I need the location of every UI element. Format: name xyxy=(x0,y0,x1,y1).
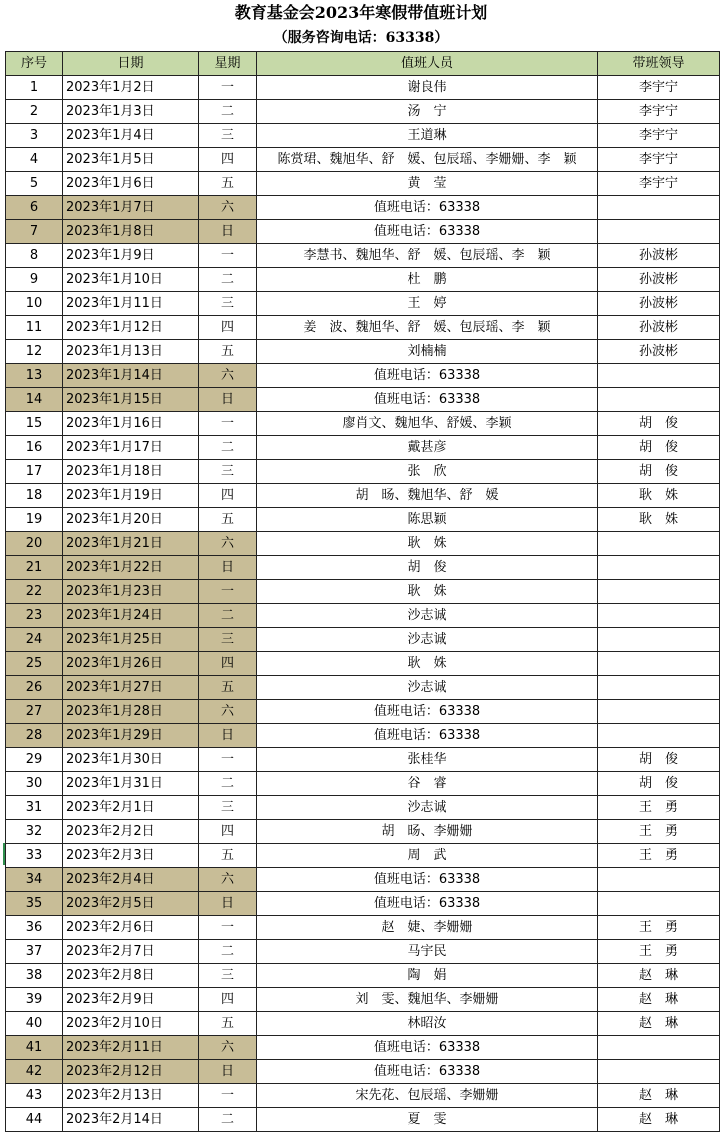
cell-date[interactable]: 2023年1月18日 xyxy=(63,460,199,484)
cell-leader[interactable]: 王 勇 xyxy=(598,820,720,844)
cell-date[interactable]: 2023年1月22日 xyxy=(63,556,199,580)
cell-staff[interactable]: 沙志诚 xyxy=(257,628,598,652)
cell-staff[interactable]: 值班电话：63338 xyxy=(257,868,598,892)
cell-weekday[interactable]: 二 xyxy=(199,1108,257,1132)
table-row xyxy=(6,940,720,964)
cell-index[interactable]: 12 xyxy=(6,340,63,364)
cell-weekday[interactable]: 五 xyxy=(199,1012,257,1036)
cell-date[interactable]: 2023年2月5日 xyxy=(63,892,199,916)
cell-weekday[interactable]: 二 xyxy=(199,604,257,628)
cell-weekday[interactable]: 三 xyxy=(199,460,257,484)
cell-weekday[interactable]: 日 xyxy=(199,220,257,244)
cell-index[interactable]: 39 xyxy=(6,988,63,1012)
cell-leader[interactable] xyxy=(598,868,720,892)
table-row xyxy=(6,700,720,724)
cell-staff[interactable]: 值班电话：63338 xyxy=(257,388,598,412)
table-row xyxy=(6,436,720,460)
cell-weekday[interactable]: 日 xyxy=(199,1060,257,1084)
cell-staff[interactable]: 杜 鹏 xyxy=(257,268,598,292)
cell-index[interactable]: 9 xyxy=(6,268,63,292)
cell-weekday[interactable]: 三 xyxy=(199,964,257,988)
cell-leader[interactable] xyxy=(598,556,720,580)
cell-staff[interactable]: 赵 婕、李姗姗 xyxy=(257,916,598,940)
cell-index[interactable]: 24 xyxy=(6,628,63,652)
table-row xyxy=(6,988,720,1012)
table-row xyxy=(6,532,720,556)
cell-leader[interactable] xyxy=(598,724,720,748)
cell-weekday[interactable]: 五 xyxy=(199,508,257,532)
table-row xyxy=(6,508,720,532)
cell-staff[interactable]: 王 婷 xyxy=(257,292,598,316)
cell-leader[interactable]: 孙波彬 xyxy=(598,292,720,316)
cell-staff[interactable]: 廖肖文、魏旭华、舒媛、李颖 xyxy=(257,412,598,436)
cell-leader[interactable]: 赵 琳 xyxy=(598,988,720,1012)
cell-weekday[interactable]: 四 xyxy=(199,988,257,1012)
cell-weekday[interactable]: 六 xyxy=(199,700,257,724)
cell-date[interactable]: 2023年1月19日 xyxy=(63,484,199,508)
cell-index[interactable]: 13 xyxy=(6,364,63,388)
cell-index[interactable]: 36 xyxy=(6,916,63,940)
table-row xyxy=(6,340,720,364)
cell-staff[interactable]: 沙志诚 xyxy=(257,796,598,820)
cell-staff[interactable]: 值班电话：63338 xyxy=(257,892,598,916)
cell-weekday[interactable]: 五 xyxy=(199,340,257,364)
column-header-weekday[interactable]: 星期 xyxy=(199,52,257,76)
cell-leader[interactable]: 胡 俊 xyxy=(598,460,720,484)
cell-leader[interactable]: 孙波彬 xyxy=(598,244,720,268)
cell-date[interactable]: 2023年1月17日 xyxy=(63,436,199,460)
table-row xyxy=(6,652,720,676)
cell-staff[interactable]: 姜 波、魏旭华、舒 媛、包辰瑶、李 颖 xyxy=(257,316,598,340)
cell-date[interactable]: 2023年2月3日 xyxy=(63,844,199,868)
cell-weekday[interactable]: 日 xyxy=(199,388,257,412)
cell-date[interactable]: 2023年1月21日 xyxy=(63,532,199,556)
cell-leader[interactable]: 孙波彬 xyxy=(598,316,720,340)
cell-leader[interactable]: 胡 俊 xyxy=(598,412,720,436)
cell-staff[interactable]: 刘楠楠 xyxy=(257,340,598,364)
cell-date[interactable]: 2023年2月13日 xyxy=(63,1084,199,1108)
cell-staff[interactable]: 李慧书、魏旭华、舒 媛、包辰瑶、李 颖 xyxy=(257,244,598,268)
cell-index[interactable]: 10 xyxy=(6,292,63,316)
table-row xyxy=(6,76,720,100)
cell-staff[interactable]: 值班电话：63338 xyxy=(257,1036,598,1060)
cell-date[interactable]: 2023年1月14日 xyxy=(63,364,199,388)
table-row xyxy=(6,628,720,652)
cell-date[interactable]: 2023年2月11日 xyxy=(63,1036,199,1060)
cell-staff[interactable]: 刘 雯、魏旭华、李姗姗 xyxy=(257,988,598,1012)
cell-index[interactable]: 30 xyxy=(6,772,63,796)
cell-index[interactable]: 11 xyxy=(6,316,63,340)
cell-index[interactable]: 1 xyxy=(6,76,63,100)
cell-date[interactable]: 2023年1月12日 xyxy=(63,316,199,340)
cell-staff[interactable]: 沙志诚 xyxy=(257,676,598,700)
cell-date[interactable]: 2023年2月6日 xyxy=(63,916,199,940)
cell-index[interactable]: 8 xyxy=(6,244,63,268)
cell-weekday[interactable]: 二 xyxy=(199,268,257,292)
cell-index[interactable]: 34 xyxy=(6,868,63,892)
cell-staff[interactable]: 值班电话：63338 xyxy=(257,220,598,244)
cell-date[interactable]: 2023年2月4日 xyxy=(63,868,199,892)
cell-staff[interactable]: 周 武 xyxy=(257,844,598,868)
cell-weekday[interactable]: 二 xyxy=(199,436,257,460)
cell-staff[interactable]: 林昭汝 xyxy=(257,1012,598,1036)
cell-date[interactable]: 2023年1月20日 xyxy=(63,508,199,532)
duty-schedule-table xyxy=(5,51,720,1132)
cell-date[interactable]: 2023年1月11日 xyxy=(63,292,199,316)
cell-weekday[interactable]: 四 xyxy=(199,484,257,508)
cell-date[interactable]: 2023年1月28日 xyxy=(63,700,199,724)
column-header-index[interactable]: 序号 xyxy=(6,52,63,76)
cell-weekday[interactable]: 五 xyxy=(199,844,257,868)
table-row xyxy=(6,460,720,484)
cell-index[interactable]: 27 xyxy=(6,700,63,724)
cell-leader[interactable] xyxy=(598,604,720,628)
table-row xyxy=(6,484,720,508)
cell-index[interactable]: 23 xyxy=(6,604,63,628)
cell-index[interactable]: 14 xyxy=(6,388,63,412)
table-row xyxy=(6,100,720,124)
cell-staff[interactable]: 戴甚彦 xyxy=(257,436,598,460)
cell-staff[interactable]: 马宇民 xyxy=(257,940,598,964)
cell-date[interactable]: 2023年2月14日 xyxy=(63,1108,199,1132)
cell-date[interactable]: 2023年1月3日 xyxy=(63,100,199,124)
cell-staff[interactable]: 耿 姝 xyxy=(257,532,598,556)
cell-weekday[interactable]: 四 xyxy=(199,148,257,172)
table-row xyxy=(6,604,720,628)
cell-date[interactable]: 2023年1月30日 xyxy=(63,748,199,772)
cell-date[interactable]: 2023年1月26日 xyxy=(63,652,199,676)
cell-index[interactable]: 28 xyxy=(6,724,63,748)
cell-index[interactable]: 2 xyxy=(6,100,63,124)
cell-index[interactable]: 22 xyxy=(6,580,63,604)
cell-index[interactable]: 31 xyxy=(6,796,63,820)
cell-index[interactable]: 20 xyxy=(6,532,63,556)
table-row xyxy=(6,316,720,340)
cell-index[interactable]: 4 xyxy=(6,148,63,172)
cell-date[interactable]: 2023年1月29日 xyxy=(63,724,199,748)
cell-leader[interactable]: 王 勇 xyxy=(598,796,720,820)
cell-weekday[interactable]: 六 xyxy=(199,532,257,556)
cell-staff[interactable]: 张 欣 xyxy=(257,460,598,484)
cell-date[interactable]: 2023年1月24日 xyxy=(63,604,199,628)
cell-index[interactable]: 5 xyxy=(6,172,63,196)
cell-leader[interactable]: 王 勇 xyxy=(598,844,720,868)
table-row xyxy=(6,172,720,196)
cell-weekday[interactable]: 五 xyxy=(199,172,257,196)
cell-weekday[interactable]: 六 xyxy=(199,364,257,388)
cell-staff[interactable]: 值班电话：63338 xyxy=(257,196,598,220)
cell-weekday[interactable]: 一 xyxy=(199,916,257,940)
cell-index[interactable]: 16 xyxy=(6,436,63,460)
cell-weekday[interactable]: 一 xyxy=(199,1084,257,1108)
cell-leader[interactable]: 王 勇 xyxy=(598,940,720,964)
cell-staff[interactable]: 陈思颖 xyxy=(257,508,598,532)
cell-leader[interactable]: 赵 琳 xyxy=(598,964,720,988)
table-row xyxy=(6,364,720,388)
cell-staff[interactable]: 胡 旸、李姗姗 xyxy=(257,820,598,844)
table-row xyxy=(6,892,720,916)
cell-staff[interactable]: 陈赏珺、魏旭华、舒 媛、包辰瑶、李姗姗、李 颖 xyxy=(257,148,598,172)
cell-date[interactable]: 2023年1月4日 xyxy=(63,124,199,148)
cell-index[interactable]: 26 xyxy=(6,676,63,700)
cell-staff[interactable]: 值班电话：63338 xyxy=(257,364,598,388)
cell-staff[interactable]: 耿 姝 xyxy=(257,580,598,604)
cell-date[interactable]: 2023年1月5日 xyxy=(63,148,199,172)
table-row xyxy=(6,148,720,172)
cell-date[interactable]: 2023年2月12日 xyxy=(63,1060,199,1084)
cell-weekday[interactable]: 一 xyxy=(199,748,257,772)
table-row xyxy=(6,196,720,220)
cell-weekday[interactable]: 日 xyxy=(199,556,257,580)
cell-staff[interactable]: 宋先花、包辰瑶、李姗姗 xyxy=(257,1084,598,1108)
cell-index[interactable]: 18 xyxy=(6,484,63,508)
cell-leader[interactable] xyxy=(598,1036,720,1060)
cell-leader[interactable]: 胡 俊 xyxy=(598,436,720,460)
cell-date[interactable]: 2023年1月9日 xyxy=(63,244,199,268)
cell-staff[interactable]: 值班电话：63338 xyxy=(257,724,598,748)
table-row xyxy=(6,820,720,844)
cell-index[interactable]: 35 xyxy=(6,892,63,916)
table-row xyxy=(6,1036,720,1060)
cell-index[interactable]: 38 xyxy=(6,964,63,988)
cell-index[interactable]: 41 xyxy=(6,1036,63,1060)
table-row xyxy=(6,1012,720,1036)
cell-weekday[interactable]: 四 xyxy=(199,820,257,844)
table-row xyxy=(6,220,720,244)
table-row xyxy=(6,1060,720,1084)
cell-date[interactable]: 2023年1月31日 xyxy=(63,772,199,796)
cell-staff[interactable]: 值班电话：63338 xyxy=(257,1060,598,1084)
cell-weekday[interactable]: 三 xyxy=(199,292,257,316)
cell-leader[interactable] xyxy=(598,1060,720,1084)
cell-leader[interactable]: 胡 俊 xyxy=(598,772,720,796)
cell-staff[interactable]: 耿 姝 xyxy=(257,652,598,676)
cell-leader[interactable]: 赵 琳 xyxy=(598,1108,720,1132)
table-row xyxy=(6,292,720,316)
cell-staff[interactable]: 黄 莹 xyxy=(257,172,598,196)
cell-weekday[interactable]: 五 xyxy=(199,676,257,700)
cell-staff[interactable]: 沙志诚 xyxy=(257,604,598,628)
cell-leader[interactable]: 李宇宁 xyxy=(598,100,720,124)
cell-date[interactable]: 2023年2月8日 xyxy=(63,964,199,988)
cell-date[interactable]: 2023年1月15日 xyxy=(63,388,199,412)
cell-leader[interactable]: 李宇宁 xyxy=(598,148,720,172)
cell-index[interactable]: 29 xyxy=(6,748,63,772)
cell-index[interactable]: 21 xyxy=(6,556,63,580)
cell-staff[interactable]: 张桂华 xyxy=(257,748,598,772)
cell-leader[interactable] xyxy=(598,892,720,916)
cell-index[interactable]: 19 xyxy=(6,508,63,532)
cell-index[interactable]: 25 xyxy=(6,652,63,676)
table-row xyxy=(6,1084,720,1108)
cell-index[interactable]: 17 xyxy=(6,460,63,484)
cell-leader[interactable] xyxy=(598,532,720,556)
cell-leader[interactable]: 耿 姝 xyxy=(598,484,720,508)
column-header-staff[interactable]: 值班人员 xyxy=(257,52,598,76)
cell-leader[interactable] xyxy=(598,220,720,244)
cell-weekday[interactable]: 二 xyxy=(199,772,257,796)
cell-weekday[interactable]: 日 xyxy=(199,724,257,748)
cell-index[interactable]: 6 xyxy=(6,196,63,220)
column-header-date[interactable]: 日期 xyxy=(63,52,199,76)
cell-leader[interactable]: 耿 姝 xyxy=(598,508,720,532)
cell-date[interactable]: 2023年1月6日 xyxy=(63,172,199,196)
cell-date[interactable]: 2023年2月9日 xyxy=(63,988,199,1012)
cell-leader[interactable] xyxy=(598,388,720,412)
table-row xyxy=(6,412,720,436)
cell-leader[interactable] xyxy=(598,628,720,652)
table-row xyxy=(6,724,720,748)
cell-weekday[interactable]: 六 xyxy=(199,868,257,892)
table-row xyxy=(6,772,720,796)
cell-leader[interactable]: 孙波彬 xyxy=(598,340,720,364)
cell-leader[interactable] xyxy=(598,652,720,676)
table-row xyxy=(6,916,720,940)
cell-leader[interactable]: 胡 俊 xyxy=(598,748,720,772)
cell-weekday[interactable]: 一 xyxy=(199,412,257,436)
cell-date[interactable]: 2023年2月10日 xyxy=(63,1012,199,1036)
cell-leader[interactable] xyxy=(598,700,720,724)
cell-weekday[interactable]: 二 xyxy=(199,100,257,124)
cell-staff[interactable]: 值班电话：63338 xyxy=(257,700,598,724)
cell-leader[interactable]: 李宇宁 xyxy=(598,124,720,148)
cell-staff[interactable]: 陶 娟 xyxy=(257,964,598,988)
table-row xyxy=(6,244,720,268)
cell-leader[interactable] xyxy=(598,580,720,604)
column-header-leader[interactable]: 带班领导 xyxy=(598,52,720,76)
cell-leader[interactable]: 王 勇 xyxy=(598,916,720,940)
cell-weekday[interactable]: 一 xyxy=(199,76,257,100)
cell-weekday[interactable]: 四 xyxy=(199,316,257,340)
cell-leader[interactable] xyxy=(598,364,720,388)
sheet-title: 教育基金会2023年寒假带值班计划 xyxy=(234,3,488,22)
cell-index[interactable]: 37 xyxy=(6,940,63,964)
cell-staff[interactable]: 谷 睿 xyxy=(257,772,598,796)
cell-weekday[interactable]: 三 xyxy=(199,628,257,652)
cell-weekday[interactable]: 一 xyxy=(199,244,257,268)
cell-leader[interactable]: 李宇宁 xyxy=(598,76,720,100)
cell-weekday[interactable]: 一 xyxy=(199,580,257,604)
cell-date[interactable]: 2023年1月13日 xyxy=(63,340,199,364)
cell-date[interactable]: 2023年2月1日 xyxy=(63,796,199,820)
cell-staff[interactable]: 胡 旸、魏旭华、舒 媛 xyxy=(257,484,598,508)
cell-date[interactable]: 2023年1月10日 xyxy=(63,268,199,292)
cell-index[interactable]: 43 xyxy=(6,1084,63,1108)
cell-weekday[interactable]: 三 xyxy=(199,796,257,820)
cell-leader[interactable]: 赵 琳 xyxy=(598,1012,720,1036)
table-row xyxy=(6,868,720,892)
cell-date[interactable]: 2023年1月2日 xyxy=(63,76,199,100)
table-row xyxy=(6,748,720,772)
cell-index[interactable]: 32 xyxy=(6,820,63,844)
table-row xyxy=(6,964,720,988)
table-row xyxy=(6,268,720,292)
cell-date[interactable]: 2023年1月25日 xyxy=(63,628,199,652)
cell-index[interactable]: 7 xyxy=(6,220,63,244)
cell-leader[interactable]: 李宇宁 xyxy=(598,172,720,196)
table-header-row xyxy=(6,52,720,76)
cell-date[interactable]: 2023年1月16日 xyxy=(63,412,199,436)
cell-date[interactable]: 2023年2月7日 xyxy=(63,940,199,964)
cell-staff[interactable]: 汤 宁 xyxy=(257,100,598,124)
cell-staff[interactable]: 夏 雯 xyxy=(257,1108,598,1132)
table-row xyxy=(6,844,720,868)
cell-leader[interactable]: 孙波彬 xyxy=(598,268,720,292)
table-row xyxy=(6,676,720,700)
cell-date[interactable]: 2023年1月7日 xyxy=(63,196,199,220)
cell-index[interactable]: 15 xyxy=(6,412,63,436)
table-row xyxy=(6,124,720,148)
cell-staff[interactable]: 谢良伟 xyxy=(257,76,598,100)
cell-index[interactable]: 40 xyxy=(6,1012,63,1036)
cell-date[interactable]: 2023年1月23日 xyxy=(63,580,199,604)
table-row xyxy=(6,796,720,820)
cell-staff[interactable]: 王道琳 xyxy=(257,124,598,148)
cell-weekday[interactable]: 日 xyxy=(199,892,257,916)
cell-index[interactable]: 3 xyxy=(6,124,63,148)
cell-leader[interactable]: 赵 琳 xyxy=(598,1084,720,1108)
cell-index[interactable]: 33 xyxy=(6,844,63,868)
cell-index[interactable]: 44 xyxy=(6,1108,63,1132)
table-row xyxy=(6,1108,720,1132)
cell-staff[interactable]: 胡 俊 xyxy=(257,556,598,580)
cell-date[interactable]: 2023年2月2日 xyxy=(63,820,199,844)
cell-weekday[interactable]: 四 xyxy=(199,652,257,676)
cell-index[interactable]: 42 xyxy=(6,1060,63,1084)
table-row xyxy=(6,556,720,580)
cell-leader[interactable] xyxy=(598,196,720,220)
sheet-subtitle: （服务咨询电话：63338） xyxy=(273,30,449,46)
cell-weekday[interactable]: 六 xyxy=(199,1036,257,1060)
cell-weekday[interactable]: 三 xyxy=(199,124,257,148)
cell-date[interactable]: 2023年1月8日 xyxy=(63,220,199,244)
cell-date[interactable]: 2023年1月27日 xyxy=(63,676,199,700)
cell-weekday[interactable]: 二 xyxy=(199,940,257,964)
cell-weekday[interactable]: 六 xyxy=(199,196,257,220)
cell-leader[interactable] xyxy=(598,676,720,700)
table-row xyxy=(6,388,720,412)
table-row xyxy=(6,580,720,604)
